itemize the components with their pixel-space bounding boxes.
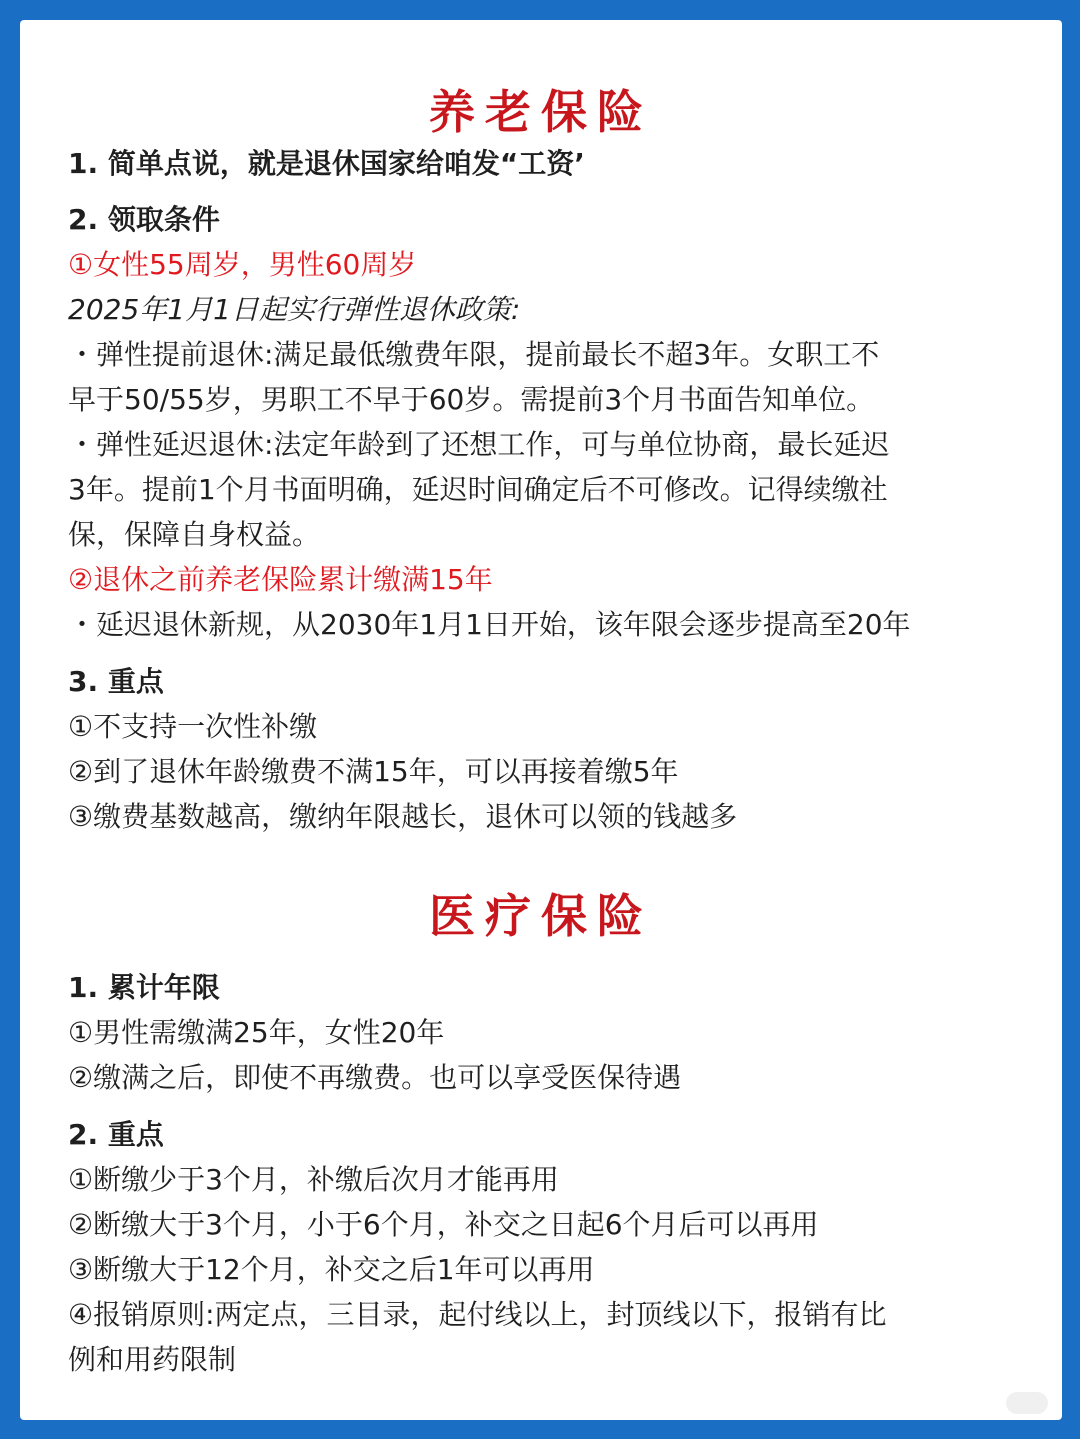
medical-years-1: ①男性需缴满25年，女性20年 [68,1016,445,1049]
pension-key-point-1: ①不支持一次性补缴 [68,710,318,743]
medical-years-heading: 1. 累计年限 [68,971,220,1004]
pension-policy-intro: 2025年1月1日起实行弹性退休政策: [68,293,521,326]
content-card [20,20,1062,1420]
medical-title: 医疗保险 [429,889,653,943]
pension-title: 养老保险 [429,85,653,139]
medical-key-points-heading: 2. 重点 [68,1118,164,1151]
medical-key-point-3: ③断缴大于12个月，补交之后1年可以再用 [68,1253,595,1286]
pension-early-retire-line2: 早于50/55岁，男职工不早于60岁。需提前3个月书面告知单位。 [68,383,875,416]
medical-key-point-4-line2: 例和用药限制 [68,1343,237,1376]
pension-item1: 1. 简单点说，就是退休国家给咱发“工资’ [68,147,585,180]
medical-key-point-2: ②断缴大于3个月，小于6个月，补交之日起6个月后可以再用 [68,1208,819,1241]
pension-early-retire-line1: ・弹性提前退休:满足最低缴费年限，提前最长不超3年。女职工不 [68,338,880,371]
pension-key-point-3: ③缴费基数越高，缴纳年限越长，退休可以领的钱越多 [68,800,738,833]
medical-years-2: ②缴满之后，即使不再缴费。也可以享受医保待遇 [68,1061,682,1094]
pension-delay-retire-line2: 3年。提前1个月书面明确，延迟时间确定后不可修改。记得续缴社 [68,473,888,506]
medical-key-point-4-line1: ④报销原则:两定点，三目录，起付线以上，封顶线以下，报销有比 [68,1298,887,1331]
pension-condition-years: ②退休之前养老保险累计缴满15年 [68,563,493,596]
pension-new-rule: ・延迟退休新规，从2030年1月1日开始，该年限会逐步提高至20年 [68,608,911,641]
pension-key-points-heading: 3. 重点 [68,665,164,698]
pension-delay-retire-line3: 保，保障自身权益。 [68,518,321,551]
pension-condition-age: ①女性55周岁，男性60周岁 [68,248,417,281]
watermark-badge [1006,1392,1048,1414]
pension-conditions-heading: 2. 领取条件 [68,203,220,236]
medical-key-point-1: ①断缴少于3个月，补缴后次月才能再用 [68,1163,559,1196]
pension-delay-retire-line1: ・弹性延迟退休:法定年龄到了还想工作，可与单位协商，最长延迟 [68,428,890,461]
pension-key-point-2: ②到了退休年龄缴费不满15年，可以再接着缴5年 [68,755,679,788]
